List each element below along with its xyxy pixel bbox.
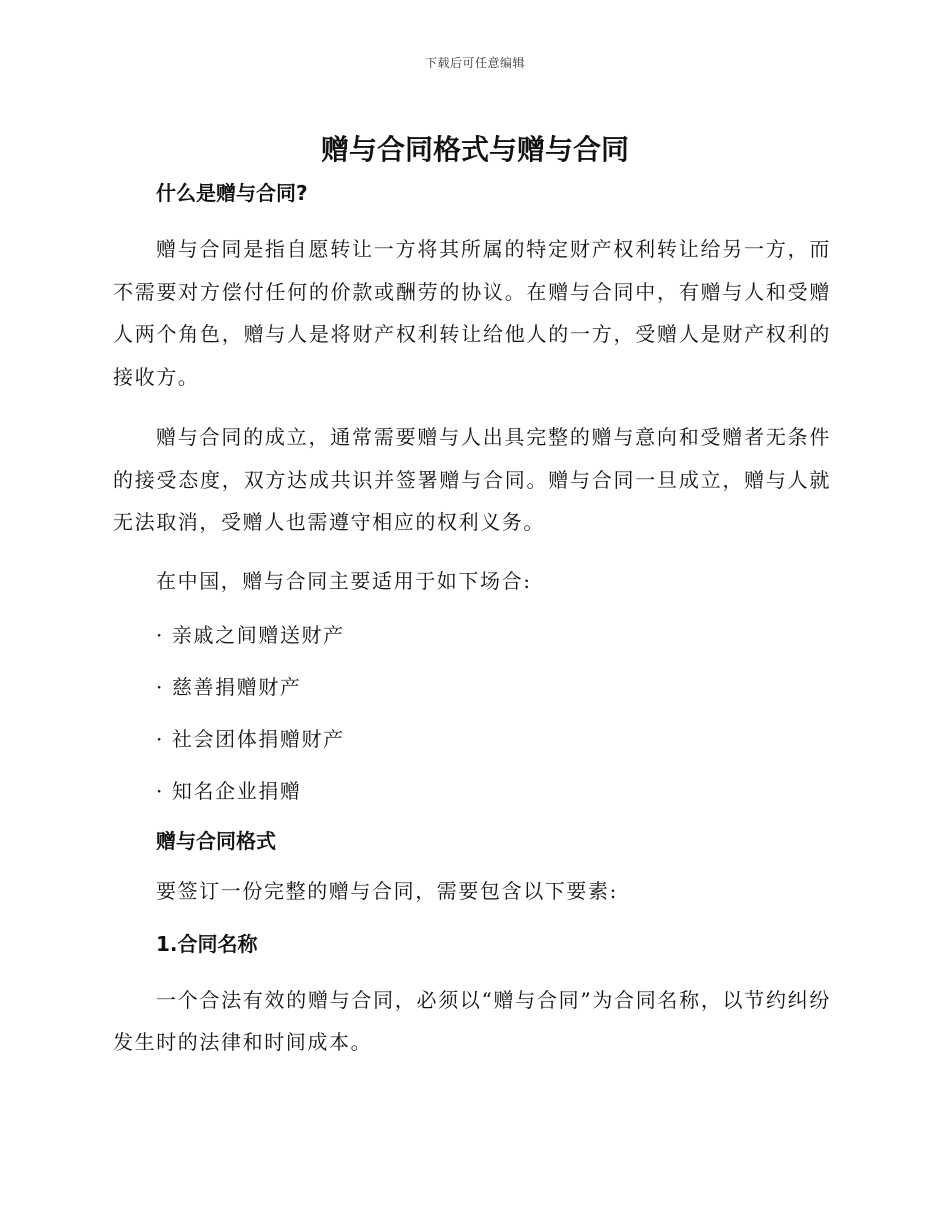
section-heading-what-is: 什么是赠与合同? [156, 181, 308, 205]
paragraph-formation: 赠与合同的成立，通常需要赠与人出具完整的赠与意向和受赠者无条件的接受态度，双方达成共识并签署赠与合同。赠与合同一旦成立，赠与人就无法取消，受赠人也需遵守相应的权利义务。 [113, 425, 831, 534]
bullet-item: · 知名企业捐赠 [156, 779, 302, 803]
paragraph-contract-name: 一个合法有效的赠与合同，必须以“赠与合同”为合同名称，以节约纠纷发生时的法律和时间成本。 [113, 987, 831, 1054]
paragraph-elements-intro: 要签订一份完整的赠与合同，需要包含以下要素: [156, 879, 618, 903]
document-body [113, 176, 831, 1080]
document-title: 赠与合同格式与赠与合同 [320, 133, 629, 166]
subheading-contract-name: 1.合同名称 [156, 931, 258, 956]
bullet-item: · 亲戚之间赠送财产 [156, 623, 345, 647]
section-heading-format: 赠与合同格式 [156, 829, 276, 853]
bullet-item: · 慈善捐赠财产 [156, 675, 302, 699]
paragraph-definition: 赠与合同是指自愿转让一方将其所属的特定财产权利转让给另一方，而不需要对方偿付任何的价款或酬劳的协议。在赠与合同中，有赠与人和受赠人两个角色，赠与人是将财产权利转让给他人的一方，受赠人是财产权利的接收方。 [113, 237, 831, 389]
header-note: 下载后可任意编辑 [424, 56, 525, 70]
paragraph-applicable-cases: 在中国，赠与合同主要适用于如下场合: [156, 568, 532, 593]
bullet-item: · 社会团体捐赠财产 [156, 727, 345, 751]
